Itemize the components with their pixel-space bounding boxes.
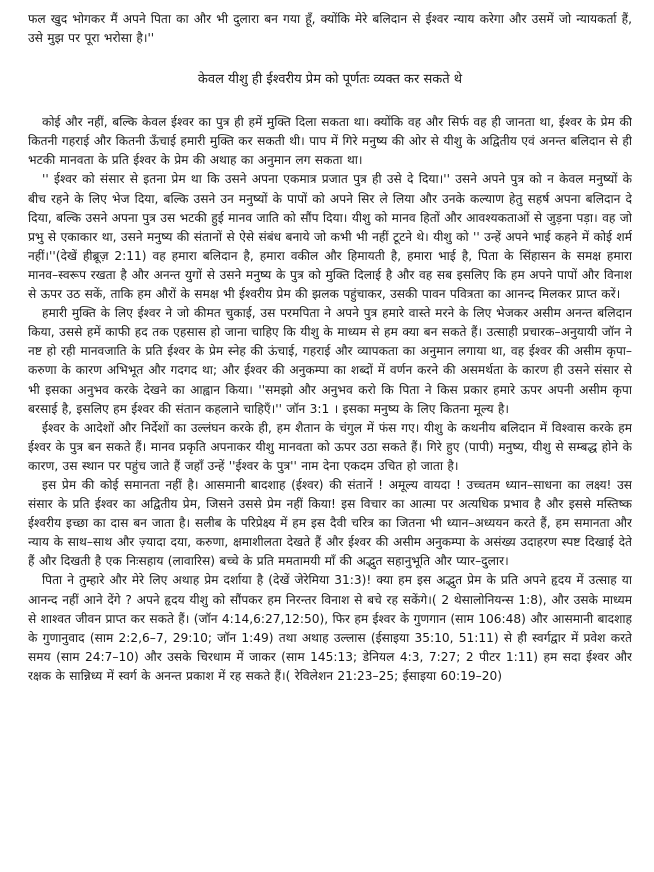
paragraph: '' ईश्वर को संसार से इतना प्रेम था कि उसने अपना एकमात्र प्रजात पुत्र ही उसे दे दिया।'' उसने अपने पुत्र को न केवल मनुष्यों के बीच रहने के लिए भेज दिया, बल्कि उसने उन मनुष्यों के पापों को अपने सिर ले लिया और उनके कल्याण हेतु सहर्ष अपना बलिदान दे दिया, बल्कि उसने अपना पुत्र उस भटकी हुई मानव जाति को सौंप दिया। यीशु को मानव हितों और आवश्यकताओं से जुड़ना पड़ा। वह जो प्रभु से एकाकार था, उसने मनुष्य की संतानों से ऐसे संबंध बनाये जो कभी भी नहीं टूटने थे। यीशु को '' उन्हें अपने भाई कहने में कोई शर्म नहीं।''(देखें हीब्रूज़ 2:11) वह हमारा बलिदान है, हमारा वकील और हिमायती है, हमारा भाई है, पिता के सिंहासन के समक्ष हमारा मानव–स्वरूप रखता है और अनन्त युगों से उसने मनुष्य के पुत्र को मुक्ति दिलाई है और वह सब इसलिए कि हम अपने पापों और विनाश से ऊपर उठ सकें, ताकि हम औरों के समक्ष भी ईश्वरीय प्रेम की झलक पहुंचाकर, उसकी पावन पवित्रता का आनन्द मिलकर प्राप्त करें। <box>28 172 632 302</box>
paragraph: ईश्वर के आदेशों और निर्देशों का उल्लंघन करके ही, हम शैतान के चंगुल में फंस गए। यीशु के कथनीय बलिदान में विश्वास करके हम ईश्वर के पुत्र बन सकते हैं। मानव प्रकृति अपनाकर यीशु मानवता को ऊपर उठा सकते हैं। गिरे हुए (पापी) मनुष्य, यीशु से सम्बद्ध होने के कारण, उस स्थान पर पहुंच जाते हैं जहाँ उन्हें ''ईश्वर के पुत्र'' नाम देना एकदम उचित हो जाता है। <box>28 420 632 473</box>
paragraph: हमारी मुक्ति के लिए ईश्वर ने जो कीमत चुकाई, उस परमपिता ने अपने पुत्र हमारे वास्ते मरने के लिए भेजकर असीम अनन्त बलिदान किया, उससे हमें काफी हद तक एहसास हो जाना चाहिए कि यीशु के माध्यम से हम क्या बन सकते हैं। उत्साही प्रचारक–अनुयायी जॉन ने नष्ट हो रही मानवजाति के प्रति ईश्वर के प्रेम स्नेह की ऊंचाई, गहराई और व्यापकता का अनुमान लगाया था, वह ईश्वर की असीम कृपा–करुणा के कारण अभिभूत और गदगद था; और ईश्वर की अनुकम्पा का शब्दों में वर्णन करने की असमर्थता के कारण ही उसने संसार से भी इसका अनुभव करके देखने का आह्वान किया। ''समझो और अनुभव करो कि पिता ने किस प्रकार हमारे ऊपर अपनी असीम कृपा बरसाई है, इसलिए हम ईश्वर की संतान कहलाने चाहिएँ।'' जॉन 3:1 । इसका मनुष्य के लिए कितना मूल्य है। <box>28 306 632 416</box>
document-page <box>28 10 632 866</box>
paragraph: पिता ने तुम्हारे और मेरे लिए अथाह प्रेम दर्शाया है (देखें जेरेमिया 31:3)! क्या हम इस अद्भुत प्रेम के प्रति अपने हृदय में उत्साह या आनन्द नहीं आने देंगे ? अपने हृदय यीशु को सौंपकर हम निरन्तर विनाश से बचे रह सकेंगे।( 2 थेसालोनियन्स 1:8), और उसके माध्यम से शाश्वत जीवन प्राप्त कर सकते हैं। (जॉन 4:14,6:27,12:50), फिर हम ईश्वर के गुणगान (साम 106:48) और आसमानी बादशाह के गुणानुवाद (साम 2:2,6–7, 29:10; जॉन 1:49) तथा अथाह उल्लास (ईसाइया 35:10, 51:11) से ही स्वर्गद्वार में प्रवेश करते समय (साम 24:7–10) और उसके चिरधाम में जाकर (साम 145:13; डेनियल 4:3, 7:27; 2 पीटर 1:11) हम सदा ईश्वर और रक्षक के सान्निध्य में स्वर्ग के अनन्त प्रकाश में रह सकते हैं।( रेविलेशन 21:23–25; ईसाइया 60:19–20) <box>28 573 632 683</box>
opening-paragraph: फल खुद भोगकर मैं अपने पिता का और भी दुलारा बन गया हूँ, क्योंकि मेरे बलिदान से ईश्वर न्याय करेगा और उसमें जो न्यायकर्ता हैं, उसे मुझ पर पूरा भरोसा है।'' <box>28 12 632 46</box>
section-heading: केवल यीशु ही ईश्वरीय प्रेम को पूर्णतः व्यक्त कर सकते थे <box>197 72 463 88</box>
paragraph: इस प्रेम की कोई समानता नहीं है। आसमानी बादशाह (ईश्वर) की संतानें ! अमूल्य वायदा ! उच्चतम ध्यान–साधना का लक्ष्य! उस संसार के प्रति ईश्वर का अद्वितीय प्रेम, जिसने उससे प्रेम नहीं किया! इस विचार का आत्मा पर अत्यधिक प्रभाव है और इससे मस्तिष्क ईश्वरीय इच्छा का दास बन जाता है। सलीब के परिप्रेक्ष्य में हम इस दैवी चरित्र का जितना भी ध्यान–अध्ययन करते हैं, हम समानता और न्याय के साथ–साथ और ज़्यादा दया, करुणा, क्षमाशीलता देखते हैं और ईश्वर की असीम अनुकम्पा के असंख्य उदाहरण स्पष्ट दिखाई देते हैं और दिखती है एक निःसहाय (लावारिस) बच्चे के प्रति ममतामयी माँ की अद्भुत सहानुभूति और प्यार–दुलार। <box>28 477 632 569</box>
paragraph: कोई और नहीं, बल्कि केवल ईश्वर का पुत्र ही हमें मुक्ति दिला सकता था। क्योंकि वह और सिर्फ वह ही जानता था, ईश्वर के प्रेम की कितनी गहराई और कितनी ऊँचाई हमारी मुक्ति कर सकती थी। पाप में गिरे मनुष्य की ओर से यीशु के अद्वितीय एवं अनन्त बलिदान से ही भटकी मानवता के प्रति ईश्वर के प्रेम की अथाह का अनुमान लग सकता था। <box>28 115 632 168</box>
